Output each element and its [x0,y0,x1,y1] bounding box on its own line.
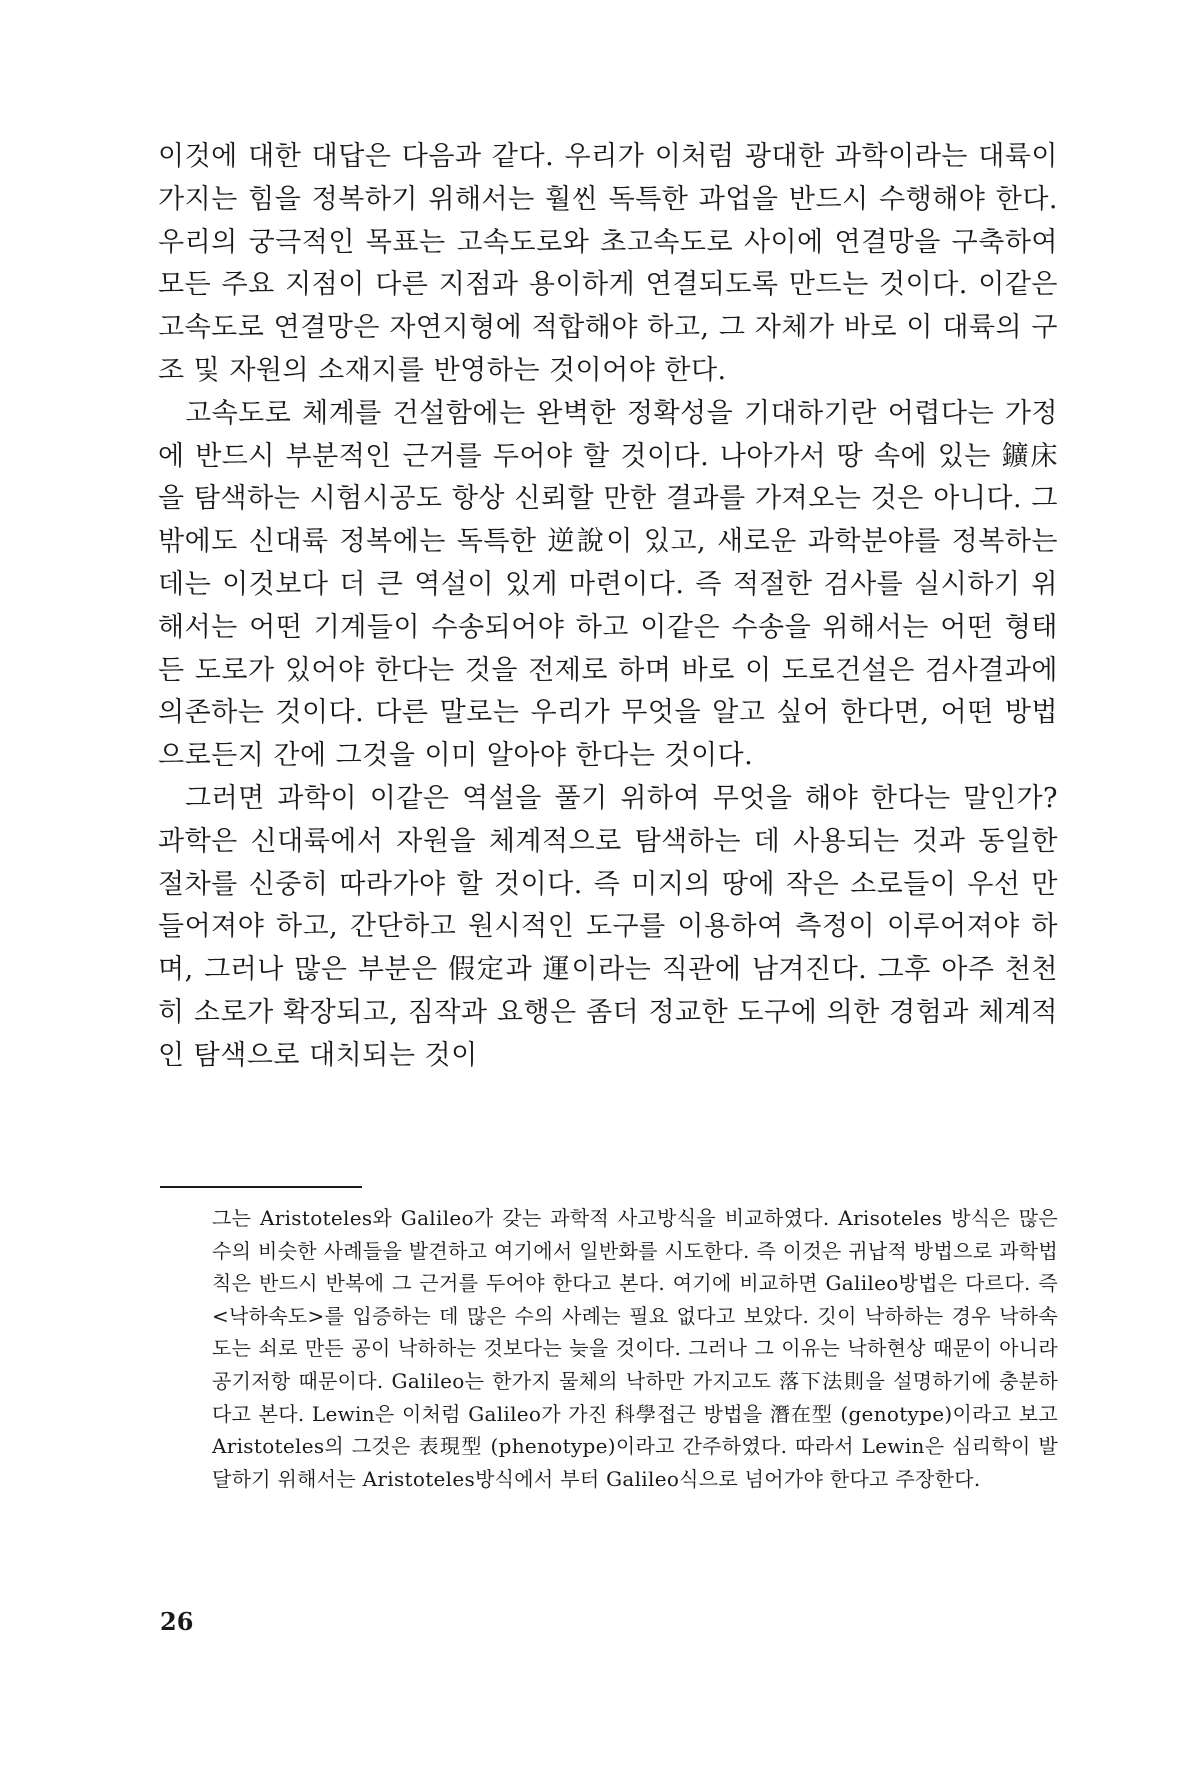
paragraph-2: 고속도로 체계를 건설함에는 완벽한 정확성을 기대하기란 어렵다는 가정에 반드시 부분적인 근거를 두어야 할 것이다. 나아가서 땅 속에 있는 鑛床을 탐색하는 시험시공도 항상 신뢰할 만한 결과를 가져오는 것은 아니다. 그 밖에도 신대륙 정복에는 독특한 逆說이 있고, 새로운 과학분야를 정복하는 데는 이것보다 더 큰 역설이 있게 마련이다. 즉 적절한 검사를 실시하기 위해서는 어떤 기계들이 수송되어야 하고 이같은 수송을 위해서는 어떤 형태든 도로가 있어야 한다는 것을 전제로 하며 바로 이 도로건설은 검사결과에 의존하는 것이다. 다른 말로는 우리가 무엇을 알고 싶어 한다면, 어떤 방법으로든지 간에 그것을 이미 알아야 한다는 것이다. [158,397,1058,772]
paragraph-3: 그러면 과학이 이같은 역설을 풀기 위하여 무엇을 해야 한다는 말인가? 과학은 신대륙에서 자원을 체계적으로 탐색하는 데 사용되는 것과 동일한 절차를 신중히 따라가야 할 것이다. 즉 미지의 땅에 작은 소로들이 우선 만들어져야 하고, 간단하고 원시적인 도구를 이용하여 측정이 이루어져야 하며, 그러나 많은 부분은 假定과 運이라는 직관에 남겨진다. 그후 아주 천천히 소로가 확장되고, 짐작과 요행은 좀더 정교한 도구에 의한 경험과 체계적인 탐색으로 대치되는 것이 [158,782,1058,1071]
footnote-divider [160,1186,362,1188]
page-number: 26 [160,1607,194,1636]
paragraph-1: 이것에 대한 대답은 다음과 같다. 우리가 이처럼 광대한 과학이라는 대륙이 가지는 힘을 정복하기 위해서는 훨씬 독특한 과업을 반드시 수행해야 한다. 우리의 궁극적인 목표는 고속도로와 초고속도로 사이에 연결망을 구축하여 모든 주요 지점이 다른 지점과 용이하게 연결되도록 만드는 것이다. 이같은 고속도로 연결망은 자연지형에 적합해야 하고, 그 자체가 바로 이 대륙의 구조 및 자원의 소재지를 반영하는 것이어야 한다. [158,141,1058,386]
body-text [158,136,1058,1078]
footnote: 그는 Aristoteles와 Galileo가 갖는 과학적 사고방식을 비교하였다. Arisoteles 방식은 많은 수의 비슷한 사례들을 발견하고 여기에서 일반화를 시도한다. 즉 이것은 귀납적 방법으로 과학법칙은 반드시 반복에 그 근거를 두어야 한다고 본다. 여기에 비교하면 Galileo방법은 다르다. 즉 <낙하속도>를 입증하는 데 많은 수의 사례는 필요 없다고 보았다. 깃이 낙하하는 경우 낙하속도는 쇠로 만든 공이 낙하하는 것보다는 늦을 것이다. 그러나 그 이유는 낙하현상 때문이 아니라 공기저항 때문이다. Galileo는 한가지 물체의 낙하만 가지고도 落下法則을 설명하기에 충분하다고 본다. Lewin은 이처럼 Galileo가 가진 科學접근 방법을 潛在型 (genotype)이라고 보고 Aristoteles의 그것은 表現型 (phenotype)이라고 간주하였다. 따라서 Lewin은 심리학이 발달하기 위해서는 Aristoteles방식에서 부터 Galileo식으로 넘어가야 한다고 주장한다. [212,1206,1058,1491]
